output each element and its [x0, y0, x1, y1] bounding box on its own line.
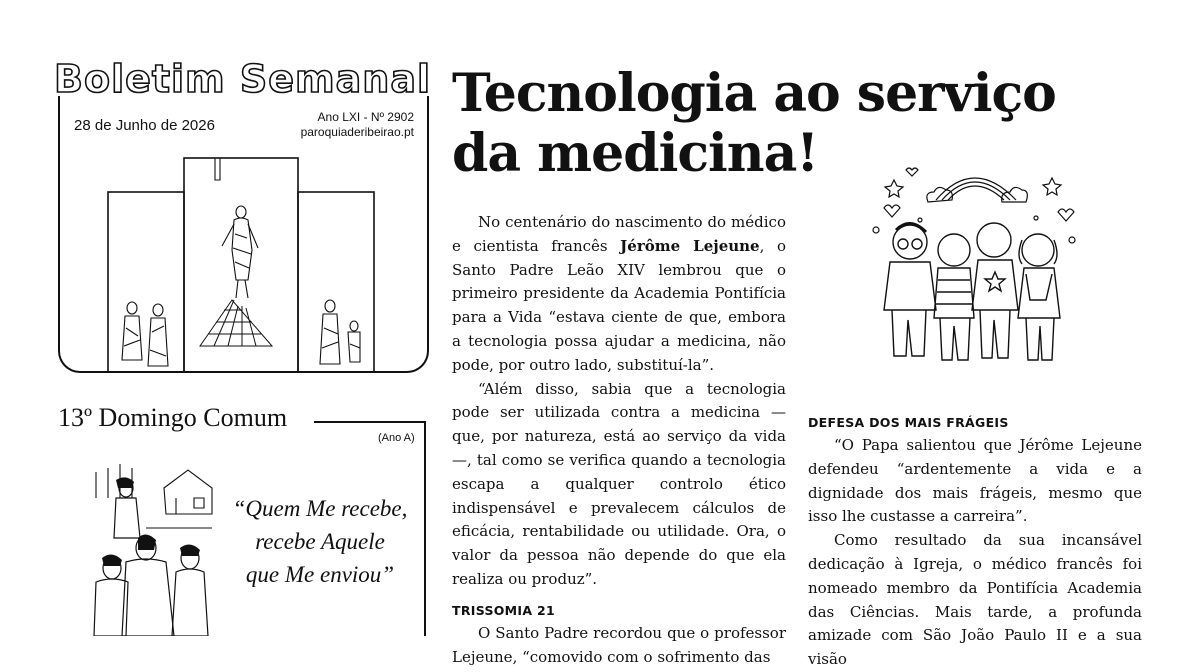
- article-paragraph: [452, 211, 786, 378]
- divider-line: [314, 421, 426, 423]
- section-heading: TRISSOMIA 21: [452, 602, 555, 618]
- sunday-title: 13º Domingo Comum: [58, 403, 295, 433]
- standing-figures-left-icon: [122, 302, 168, 366]
- article-column-1: [452, 211, 786, 669]
- article-paragraph: O Santo Padre recordou que o professor Lejeune, “comovido com o sofrimento das: [452, 623, 786, 666]
- divider-line-vertical: [424, 421, 426, 636]
- parish-website[interactable]: paroquiaderibeirao.pt: [300, 125, 414, 139]
- children-illustration: [866, 160, 1082, 372]
- house-icon: [164, 470, 212, 514]
- quote-line: “Quem Me recebe,: [232, 496, 408, 521]
- issue-info: [301, 110, 414, 140]
- issue-date: 28 de Junho de 2026: [74, 117, 215, 134]
- rainbow-icon: [936, 178, 1016, 200]
- newsletter-logo: [52, 58, 434, 100]
- gospel-quote: [222, 492, 418, 591]
- headline-line: Tecnologia ao serviço: [452, 63, 1056, 124]
- paragraph-text: , o Santo Padre Leão XIV lembrou que o primeiro presidente da Academia Pontifícia para a Vida “estava ciente de que, embora a tecnologia possa ajudar a medicina, não pode, por outro lado, substituí-la”.: [452, 236, 786, 374]
- person-name: Jérôme Lejeune: [620, 236, 760, 255]
- paragraph-text: No centenário do nascimento do médico e cientista francês: [452, 213, 786, 255]
- floating-figure-icon: [215, 158, 258, 298]
- quote-line: recebe Aquele: [255, 529, 385, 554]
- pyramid-icon: [200, 300, 272, 346]
- children-figures-icon: [884, 223, 1060, 360]
- jesus-crowd-illustration: [86, 458, 216, 636]
- star-icon: [885, 178, 1061, 197]
- heart-icon: [884, 168, 1074, 221]
- article-paragraph: Como resultado da sua incansável dedicação à Igreja, o médico francês foi nomeado membro da Pontifícia Academia das Ciências. Mais tarde, a profunda amizade com São João Paulo II e a sua visão: [808, 531, 1142, 669]
- standing-figures-right-icon: [320, 300, 360, 364]
- liturgical-year: (Ano A): [378, 432, 415, 444]
- issue-number: Ano LXI - Nº 2902: [317, 110, 414, 124]
- headline-line: da medicina!: [452, 123, 819, 184]
- section-heading: DEFESA DOS MAIS FRÁGEIS: [808, 415, 1009, 430]
- quote-line: que Me enviou”: [245, 562, 395, 587]
- article-paragraph: “Além disso, sabia que a tecnologia pode ser utilizada contra a medicina — que, por natureza, está ao serviço da vida —, tal como se verifica quando a tecnologia escapa a qualquer controlo ético indispensável e prevalecem cálculos de eficácia, rentabilidade ou utilidade. Ora, o valor da pessoa não depende do que ela realiza ou produz”.: [452, 379, 786, 588]
- article-paragraph: “O Papa salientou que Jérôme Lejeune defendeu “ardentemente a vida e a dignidade dos mais frágeis, mesmo que isso lhe custasse a carreira”.: [808, 436, 1142, 526]
- article-column-2: [808, 412, 1142, 672]
- brand-title: Boletim Semanal: [54, 58, 431, 100]
- church-window-illustration: [102, 150, 382, 372]
